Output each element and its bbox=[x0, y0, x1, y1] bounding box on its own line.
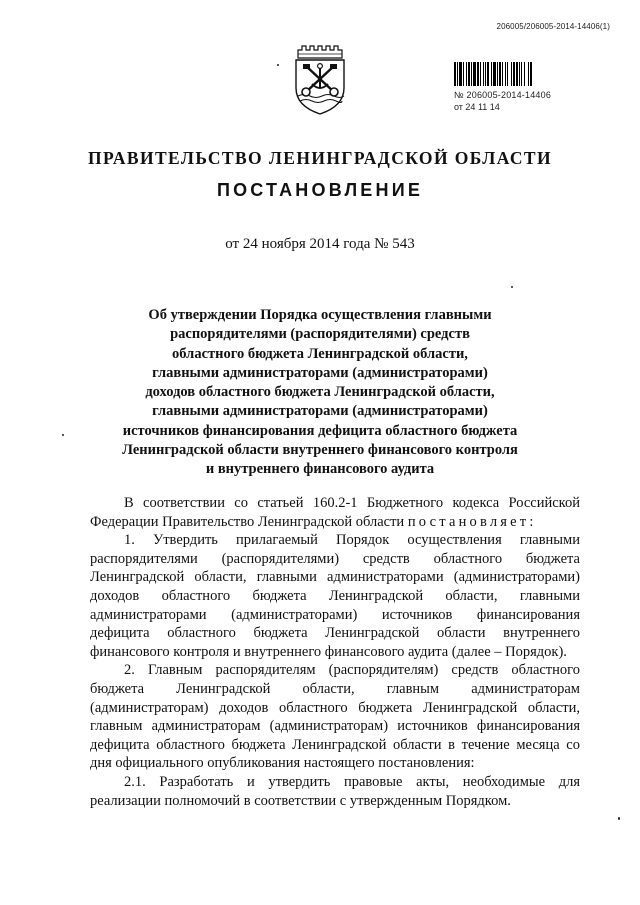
document-body bbox=[90, 494, 580, 810]
decree-keyword: постановляет: bbox=[407, 513, 537, 530]
barcode bbox=[454, 62, 584, 86]
scan-speck bbox=[618, 817, 620, 820]
subject-line: Об утверждении Порядка осуществления главными bbox=[148, 307, 492, 323]
leningrad-oblast-coat-of-arms-icon bbox=[288, 44, 352, 116]
subject-line: доходов областного бюджета Ленинградской области, bbox=[145, 384, 495, 401]
clause-1: 1. Утвердить прилагаемый Порядок осуществления главными распорядителями (распорядителями) средств областного бюджета Ленинградской области, главными администраторами (администраторами) доходов областного бюджета Ленинградской области, главными администраторами (администраторами) источников финансирования дефицита областного бюджета Ленинградской области внутреннего финансового контроля и внутреннего финансового аудита (далее – Порядок). bbox=[90, 532, 580, 660]
subject-line: областного бюджета Ленинградской области, bbox=[172, 345, 468, 362]
preamble-text: В соответствии со статьей 160.2-1 Бюджетного кодекса Российской Федерации Правительство Ленинградской области bbox=[90, 495, 580, 530]
scan-speck bbox=[511, 286, 513, 288]
registration-barcode-block bbox=[454, 62, 584, 112]
document-subject bbox=[90, 306, 550, 480]
document-date-number: от 24 ноября 2014 года № 543 bbox=[225, 236, 415, 252]
scan-speck bbox=[62, 434, 64, 436]
subject-line: Ленинградской области внутреннего финансового контроля bbox=[122, 442, 518, 459]
subject-line: главными администраторами (администраторами) bbox=[152, 364, 488, 381]
subject-line: источников финансирования дефицита областного бюджета bbox=[122, 422, 518, 439]
registration-number: № 206005-2014-14406 bbox=[454, 90, 552, 100]
document-id: 206005/206005-2014-14406(1) bbox=[496, 22, 610, 31]
subject-line: распорядителями (распорядителями) средств bbox=[170, 326, 470, 343]
clause-2: 2. Главным распорядителям (распорядителям) средств областного бюджета Ленинградской области, главным администраторам (администраторам) доходов областного бюджета Ленинградской области, главным администраторам (администраторам) источников финансирования дефицита областного бюджета Ленинградской области в течение месяца со дня официального опубликования настоящего постановления: bbox=[90, 662, 580, 772]
registration-date: от 24 11 14 bbox=[454, 102, 500, 112]
scan-speck bbox=[277, 64, 279, 66]
document-type: ПОСТАНОВЛЕНИЕ bbox=[216, 180, 424, 200]
preamble-paragraph bbox=[90, 494, 580, 531]
barcode-bar bbox=[532, 62, 533, 86]
subject-line: главными администраторами (администраторами) bbox=[152, 403, 488, 420]
clause-2-1: 2.1. Разработать и утвердить правовые акты, необходимые для реализации полномочий в соответствии с утвержденным Порядком. bbox=[90, 773, 580, 809]
government-title: ПРАВИТЕЛЬСТВО ЛЕНИНГРАДСКОЙ ОБЛАСТИ bbox=[87, 148, 553, 168]
subject-line: и внутреннего финансового аудита bbox=[205, 461, 435, 478]
